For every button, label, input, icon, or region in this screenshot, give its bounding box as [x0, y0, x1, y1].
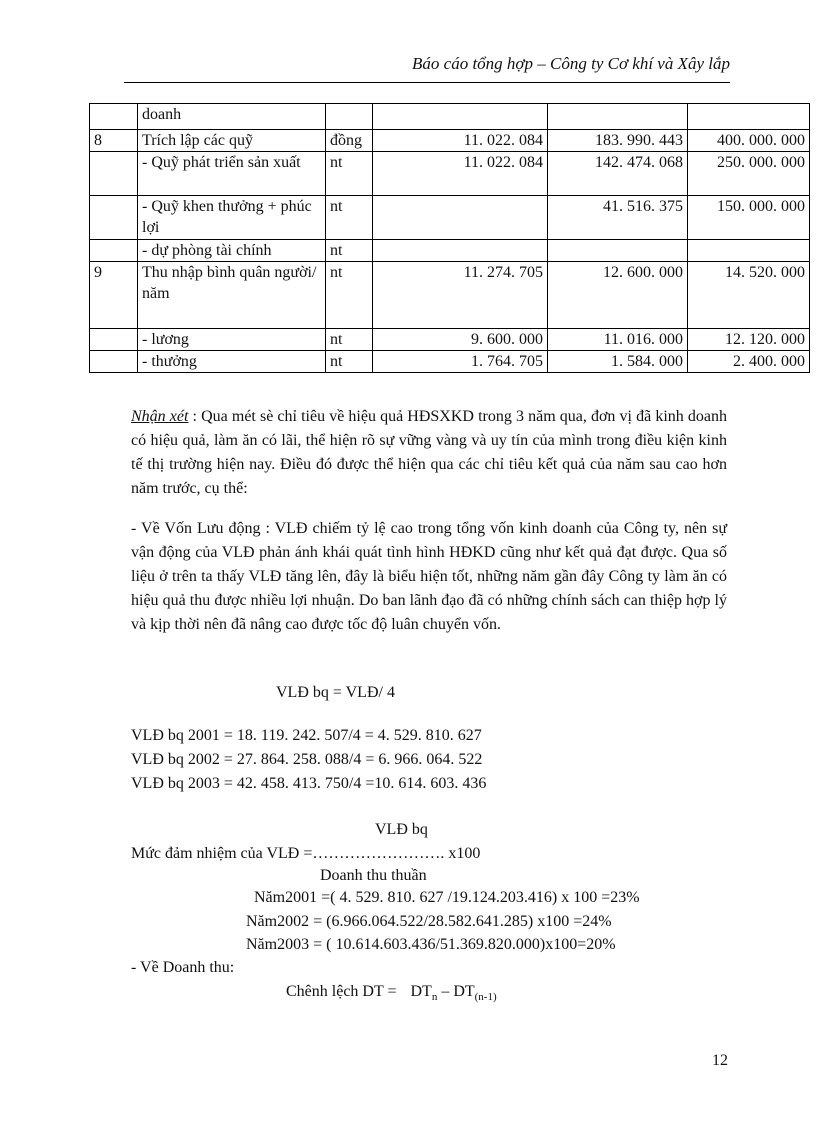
- row-value-3: [688, 240, 810, 262]
- table-row: [90, 196, 810, 240]
- fraction-denominator: Doanh thu thuần: [320, 867, 427, 884]
- row-value-1: [373, 104, 548, 130]
- row-value-3: 400. 000. 000: [688, 130, 810, 152]
- row-value-2: 12. 600. 000: [548, 262, 688, 329]
- financial-table: [89, 103, 810, 373]
- avg-2002: VLĐ bq 2002 = 27. 864. 258. 088/4 = 6. 966. 064. 522: [131, 751, 483, 768]
- header-title: Báo cáo tổng hợp – Công ty Cơ khí và Xây lắp: [412, 54, 730, 73]
- row-number: [90, 351, 138, 373]
- row-unit: nt: [326, 196, 373, 240]
- table-row: [90, 152, 810, 196]
- revenue-diff-formula: [286, 980, 497, 1009]
- header-divider: [124, 82, 730, 83]
- row-value-1: 11. 022. 084: [373, 152, 548, 196]
- row-item: doanh: [138, 104, 326, 130]
- table-row: [90, 104, 810, 130]
- diff-dash: – DT: [437, 983, 475, 1000]
- row-value-2: 142. 474. 068: [548, 152, 688, 196]
- row-value-3: 250. 000. 000: [688, 152, 810, 196]
- remark-text: : Qua mét sè chỉ tiêu về hiệu quả HĐSXKD trong 3 năm qua, đơn vị đã kinh doanh có hiệu quả, làm ăn có lãi, thể hiện rõ sự vững vàng và uy tín của mình trong điều kiện kinh tế thị trường hiện nay. Điều đó được thể hiện qua các chỉ tiêu kết quả của năm sau cao hơn năm trước, cụ thể:: [131, 408, 727, 497]
- row-number: [90, 196, 138, 240]
- table-row: [90, 130, 810, 152]
- fraction-formula: Mức đảm nhiệm của VLĐ =……………………. x100: [131, 845, 481, 862]
- row-value-2: 183. 990. 443: [548, 130, 688, 152]
- avg-2003: VLĐ bq 2003 = 42. 458. 413. 750/4 =10. 614. 603. 436: [131, 775, 487, 792]
- row-value-2: 11. 016. 000: [548, 329, 688, 351]
- row-item: - lương: [138, 329, 326, 351]
- row-unit: [326, 104, 373, 130]
- row-number: 9: [90, 262, 138, 329]
- row-item: - Quỹ phát triển sản xuất: [138, 152, 326, 196]
- diff-dt-n: DT: [410, 983, 432, 1000]
- row-value-1: [373, 240, 548, 262]
- row-value-2: 1. 584. 000: [548, 351, 688, 373]
- row-value-1: 9. 600. 000: [373, 329, 548, 351]
- row-number: 8: [90, 130, 138, 152]
- row-unit: nt: [326, 262, 373, 329]
- row-item: Trích lập các quỹ: [138, 130, 326, 152]
- row-unit: đồng: [326, 130, 373, 152]
- row-value-3: 150. 000. 000: [688, 196, 810, 240]
- row-value-1: 1. 764. 705: [373, 351, 548, 373]
- row-number: [90, 329, 138, 351]
- row-value-1: 11. 274. 705: [373, 262, 548, 329]
- table-row: [90, 262, 810, 329]
- fraction-numerator: VLĐ bq: [375, 821, 428, 838]
- diff-sub-n-1: (n-1): [474, 991, 497, 1004]
- row-number: [90, 104, 138, 130]
- ratio-2001: Năm2001 =( 4. 529. 810. 627 /19.124.203.416) x 100 =23%: [254, 889, 640, 906]
- row-value-3: 2. 400. 000: [688, 351, 810, 373]
- row-value-2: 41. 516. 375: [548, 196, 688, 240]
- revenue-heading: - Về Doanh thu:: [131, 959, 235, 976]
- row-unit: nt: [326, 152, 373, 196]
- remark-label: Nhận xét: [131, 408, 189, 425]
- row-unit: nt: [326, 351, 373, 373]
- row-value-2: [548, 104, 688, 130]
- row-value-1: [373, 196, 548, 240]
- row-item: - thưởng: [138, 351, 326, 373]
- row-item: - Quỹ khen thưởng + phúc lợi: [138, 196, 326, 240]
- row-value-3: [688, 104, 810, 130]
- table-row: [90, 240, 810, 262]
- row-item: Thu nhập bình quân người/ năm: [138, 262, 326, 329]
- diff-label: Chênh lệch DT =: [286, 983, 397, 1000]
- row-unit: nt: [326, 329, 373, 351]
- diff-sub-n: n: [431, 991, 438, 1004]
- table-row: [90, 351, 810, 373]
- formula-avg: VLĐ bq = VLĐ/ 4: [276, 684, 395, 701]
- row-unit: nt: [326, 240, 373, 262]
- row-number: [90, 240, 138, 262]
- row-value-3: 14. 520. 000: [688, 262, 810, 329]
- row-value-2: [548, 240, 688, 262]
- row-item: - dự phòng tài chính: [138, 240, 326, 262]
- ratio-2002: Năm2002 = (6.966.064.522/28.582.641.285) x100 =24%: [246, 913, 612, 930]
- avg-2001: VLĐ bq 2001 = 18. 119. 242. 507/4 = 4. 529. 810. 627: [131, 727, 482, 744]
- row-number: [90, 152, 138, 196]
- ratio-2003: Năm2003 = ( 10.614.603.436/51.369.820.000)x100=20%: [246, 936, 616, 953]
- row-value-1: 11. 022. 084: [373, 130, 548, 152]
- working-capital-paragraph: - Về Vốn Lưu động : VLĐ chiếm tỷ lệ cao trong tổng vốn kinh doanh của Công ty, nên sự vận động của VLĐ phản ánh khái quát tình hình HĐKD cũng như kết quả đạt được. Qua số liệu ở trên ta thấy VLĐ tăng lên, đây là biểu hiện tốt, những năm gần đây Công ty làm ăn có hiệu quả thu được nhiều lợi nhuận. Do ban lãnh đạo đã có những chính sách can thiệp hợp lý và kịp thời nên đã nâng cao được tốc độ luân chuyển vốn.: [131, 520, 727, 633]
- row-value-3: 12. 120. 000: [688, 329, 810, 351]
- page-number: 12: [712, 1052, 728, 1069]
- remark-paragraph: [131, 405, 727, 501]
- table-row: [90, 329, 810, 351]
